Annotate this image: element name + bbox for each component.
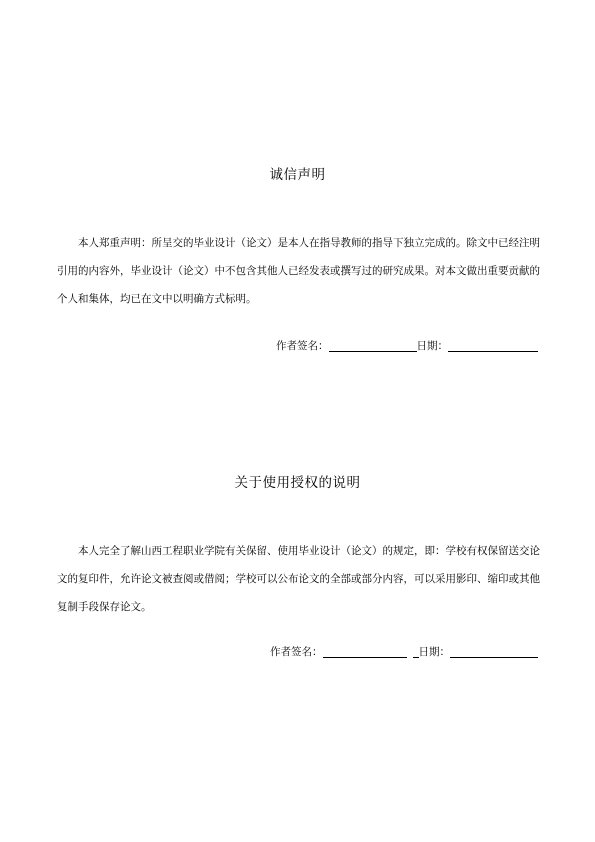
integrity-author-label: 作者签名： [276,340,329,352]
integrity-author-signature-blank[interactable] [329,339,417,352]
integrity-body: 本人郑重声明：所呈交的毕业设计（论文）是本人在指导教师的指导下独立完成的。除文中已经注明引用的内容外，毕业设计（论文）中不包含其他人已经发表或撰写过的研究成果。对本文做出重要贡献的个人和集体，均已在文中以明确方式标明。 [57,237,540,305]
integrity-title: 诚信声明 [269,167,326,183]
integrity-signature-line [276,337,538,353]
authorization-author-label: 作者签名： [270,646,323,658]
authorization-date-label: 日期： [418,646,450,658]
authorization-signature-line [270,643,538,659]
integrity-date-blank[interactable] [448,339,538,352]
authorization-author-signature-blank[interactable] [323,645,407,658]
authorization-body: 本人完全了解山西工程职业学院有关保留、使用毕业设计（论文）的规定，即：学校有权保留送交论文的复印件，允许论文被查阅或借阅；学校可以公布论文的全部或部分内容，可以采用影印、缩印或其他复制手段保存论文。 [57,545,540,613]
integrity-date-label: 日期： [416,340,448,352]
authorization-date-blank[interactable] [450,645,538,658]
authorization-title: 关于使用授权的说明 [234,475,361,491]
